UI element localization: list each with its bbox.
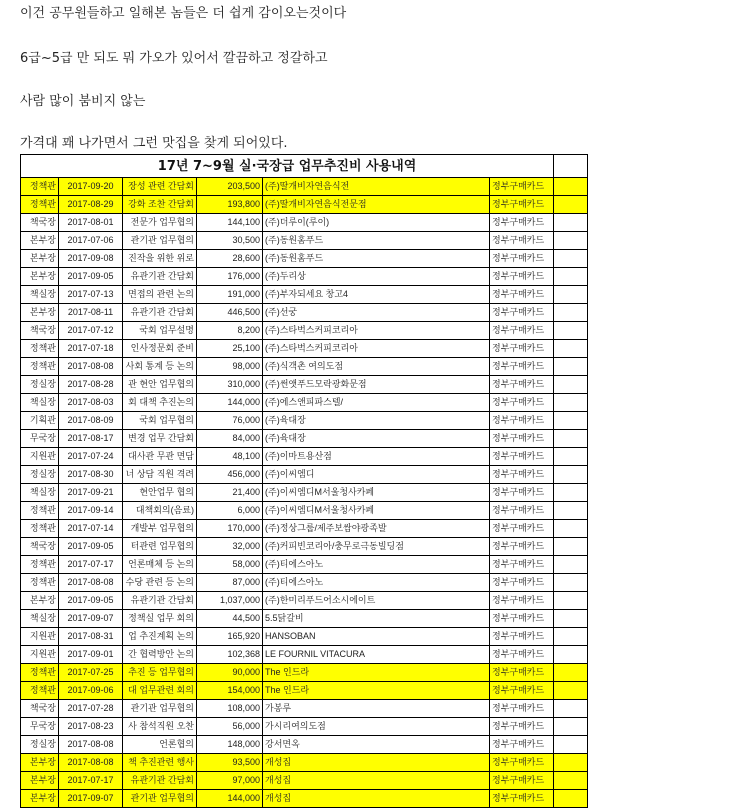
amount-cell: 76,000	[197, 412, 263, 430]
empty-cell	[554, 448, 588, 466]
empty-cell	[554, 664, 588, 682]
empty-cell	[554, 484, 588, 502]
dept-cell: 정책관	[21, 520, 59, 538]
place-cell: (주)두리상	[263, 268, 490, 286]
dept-cell: 무국장	[21, 718, 59, 736]
dept-cell: 정책관	[21, 574, 59, 592]
place-cell: The 인드라	[263, 682, 490, 700]
purpose-cell: 언론협의	[123, 736, 197, 754]
place-cell: HANSOBAN	[263, 628, 490, 646]
table-row	[21, 466, 588, 484]
amount-cell: 30,500	[197, 232, 263, 250]
place-cell: The 인드라	[263, 664, 490, 682]
table-row	[21, 538, 588, 556]
table-row	[21, 664, 588, 682]
payment-cell: 정부구매카드	[490, 664, 554, 682]
empty-cell	[554, 754, 588, 772]
payment-cell: 정부구매카드	[490, 520, 554, 538]
date-cell: 2017-09-05	[59, 592, 123, 610]
dept-cell: 정책관	[21, 502, 59, 520]
date-cell: 2017-08-08	[59, 754, 123, 772]
place-cell: (주)이씨엠디M서울청사카페	[263, 484, 490, 502]
payment-cell: 정부구매카드	[490, 394, 554, 412]
date-cell: 2017-08-08	[59, 574, 123, 592]
table-row	[21, 358, 588, 376]
payment-cell: 정부구매카드	[490, 232, 554, 250]
table-row	[21, 340, 588, 358]
amount-cell: 148,000	[197, 736, 263, 754]
payment-cell: 정부구매카드	[490, 772, 554, 790]
table-title: 17년 7~9월 실·국장급 업무추진비 사용내역	[21, 155, 554, 178]
place-cell: (주)이씨엠디M서울청사카페	[263, 502, 490, 520]
dept-cell: 책국장	[21, 538, 59, 556]
empty-cell	[554, 286, 588, 304]
payment-cell: 정부구매카드	[490, 718, 554, 736]
table-row	[21, 754, 588, 772]
payment-cell: 정부구매카드	[490, 268, 554, 286]
payment-cell: 정부구매카드	[490, 340, 554, 358]
dept-cell: 본부장	[21, 772, 59, 790]
empty-cell	[554, 430, 588, 448]
table-row	[21, 214, 588, 232]
date-cell: 2017-09-01	[59, 646, 123, 664]
table-row	[21, 682, 588, 700]
purpose-cell: 대책회의(음료)	[123, 502, 197, 520]
empty-cell	[554, 790, 588, 808]
date-cell: 2017-07-28	[59, 700, 123, 718]
table-row	[21, 700, 588, 718]
dept-cell: 정실장	[21, 466, 59, 484]
empty-cell	[554, 322, 588, 340]
empty-cell	[554, 520, 588, 538]
dept-cell: 정책관	[21, 340, 59, 358]
amount-cell: 144,000	[197, 394, 263, 412]
empty-cell	[554, 250, 588, 268]
table-row	[21, 178, 588, 196]
place-cell: (주)커피빈코리아/충무로극동빌딩점	[263, 538, 490, 556]
dept-cell: 본부장	[21, 232, 59, 250]
empty-cell	[554, 574, 588, 592]
empty-cell	[554, 592, 588, 610]
purpose-cell: 터관련 업무협의	[123, 538, 197, 556]
empty-cell	[554, 736, 588, 754]
table-row	[21, 592, 588, 610]
amount-cell: 193,800	[197, 196, 263, 214]
amount-cell: 203,500	[197, 178, 263, 196]
amount-cell: 90,000	[197, 664, 263, 682]
dept-cell: 정책관	[21, 664, 59, 682]
place-cell: (주)스타벅스커피코리아	[263, 340, 490, 358]
empty-cell	[554, 466, 588, 484]
table-title-row	[21, 155, 588, 178]
date-cell: 2017-09-07	[59, 610, 123, 628]
date-cell: 2017-09-20	[59, 178, 123, 196]
table-row	[21, 772, 588, 790]
amount-cell: 97,000	[197, 772, 263, 790]
place-cell: 가시리여의도점	[263, 718, 490, 736]
dept-cell: 책실장	[21, 394, 59, 412]
payment-cell: 정부구매카드	[490, 646, 554, 664]
dept-cell: 책국장	[21, 322, 59, 340]
dept-cell: 정책관	[21, 196, 59, 214]
date-cell: 2017-08-11	[59, 304, 123, 322]
payment-cell: 정부구매카드	[490, 448, 554, 466]
dept-cell: 정책관	[21, 556, 59, 574]
table-row	[21, 502, 588, 520]
purpose-cell: 추진 등 업무협의	[123, 664, 197, 682]
amount-cell: 98,000	[197, 358, 263, 376]
place-cell: (주)스타벅스커피코리아	[263, 322, 490, 340]
table-row	[21, 430, 588, 448]
table-row	[21, 646, 588, 664]
empty-cell	[554, 358, 588, 376]
purpose-cell: 장성 관련 간담회	[123, 178, 197, 196]
purpose-cell: 유관기관 간담회	[123, 304, 197, 322]
table-row	[21, 196, 588, 214]
dept-cell: 정책관	[21, 358, 59, 376]
purpose-cell: 유관기관 간담회	[123, 268, 197, 286]
payment-cell: 정부구매카드	[490, 574, 554, 592]
table-row	[21, 610, 588, 628]
comment-line-4: 가격대 꽤 나가면서 그런 맛집을 찾게 되어있다.	[20, 136, 288, 151]
payment-cell: 정부구매카드	[490, 538, 554, 556]
dept-cell: 본부장	[21, 754, 59, 772]
empty-cell	[554, 628, 588, 646]
amount-cell: 48,100	[197, 448, 263, 466]
purpose-cell: 관기관 업무협의	[123, 790, 197, 808]
amount-cell: 456,000	[197, 466, 263, 484]
date-cell: 2017-09-07	[59, 790, 123, 808]
table-row	[21, 520, 588, 538]
table-row	[21, 736, 588, 754]
purpose-cell: 간 협력방안 논의	[123, 646, 197, 664]
amount-cell: 32,000	[197, 538, 263, 556]
dept-cell: 지원관	[21, 628, 59, 646]
payment-cell: 정부구매카드	[490, 484, 554, 502]
payment-cell: 정부구매카드	[490, 286, 554, 304]
purpose-cell: 대 업무관련 회의	[123, 682, 197, 700]
date-cell: 2017-08-30	[59, 466, 123, 484]
dept-cell: 책실장	[21, 610, 59, 628]
payment-cell: 정부구매카드	[490, 196, 554, 214]
place-cell: (주)티에스아노	[263, 556, 490, 574]
table-row	[21, 556, 588, 574]
amount-cell: 6,000	[197, 502, 263, 520]
dept-cell: 본부장	[21, 250, 59, 268]
payment-cell: 정부구매카드	[490, 592, 554, 610]
table-row	[21, 718, 588, 736]
empty-cell	[554, 304, 588, 322]
empty-cell	[554, 700, 588, 718]
payment-cell: 정부구매카드	[490, 214, 554, 232]
place-cell: 개성집	[263, 772, 490, 790]
purpose-cell: 현안업무 협의	[123, 484, 197, 502]
purpose-cell: 사 참석직원 오찬	[123, 718, 197, 736]
amount-cell: 21,400	[197, 484, 263, 502]
purpose-cell: 언론매체 등 논의	[123, 556, 197, 574]
amount-cell: 170,000	[197, 520, 263, 538]
purpose-cell: 수당 관련 등 논의	[123, 574, 197, 592]
dept-cell: 책실장	[21, 286, 59, 304]
dept-cell: 기획관	[21, 412, 59, 430]
amount-cell: 8,200	[197, 322, 263, 340]
amount-cell: 56,000	[197, 718, 263, 736]
payment-cell: 정부구매카드	[490, 412, 554, 430]
amount-cell: 58,000	[197, 556, 263, 574]
place-cell: LE FOURNIL VITACURA	[263, 646, 490, 664]
table-row	[21, 394, 588, 412]
empty-cell	[554, 610, 588, 628]
table-row	[21, 304, 588, 322]
empty-cell	[554, 412, 588, 430]
payment-cell: 정부구매카드	[490, 358, 554, 376]
payment-cell: 정부구매카드	[490, 304, 554, 322]
purpose-cell: 국회 업무협의	[123, 412, 197, 430]
table-row	[21, 574, 588, 592]
place-cell: 개성집	[263, 790, 490, 808]
purpose-cell: 관기관 업무협의	[123, 700, 197, 718]
date-cell: 2017-09-05	[59, 268, 123, 286]
dept-cell: 본부장	[21, 592, 59, 610]
place-cell: (주)에스앤피파스텔/	[263, 394, 490, 412]
empty-cell	[554, 772, 588, 790]
payment-cell: 정부구매카드	[490, 178, 554, 196]
amount-cell: 108,000	[197, 700, 263, 718]
place-cell: (주)동원홈푸드	[263, 250, 490, 268]
purpose-cell: 너 상담 직원 격려	[123, 466, 197, 484]
date-cell: 2017-09-21	[59, 484, 123, 502]
date-cell: 2017-07-14	[59, 520, 123, 538]
date-cell: 2017-08-03	[59, 394, 123, 412]
place-cell: (주)더루이(루이)	[263, 214, 490, 232]
amount-cell: 28,600	[197, 250, 263, 268]
comment-line-2: 6급~5급 만 되도 뭐 가오가 있어서 깔끔하고 정갈하고	[20, 51, 328, 66]
place-cell: 개성집	[263, 754, 490, 772]
place-cell: (주)티에스아노	[263, 574, 490, 592]
empty-cell	[554, 682, 588, 700]
dept-cell: 정실장	[21, 736, 59, 754]
dept-cell: 정책관	[21, 682, 59, 700]
empty-cell	[554, 155, 588, 178]
place-cell: (주)부자되세요 창고4	[263, 286, 490, 304]
empty-cell	[554, 376, 588, 394]
dept-cell: 본부장	[21, 268, 59, 286]
amount-cell: 191,000	[197, 286, 263, 304]
amount-cell: 176,000	[197, 268, 263, 286]
date-cell: 2017-07-24	[59, 448, 123, 466]
amount-cell: 165,920	[197, 628, 263, 646]
table-row	[21, 250, 588, 268]
place-cell: (주)동원홈푸드	[263, 232, 490, 250]
dept-cell: 본부장	[21, 304, 59, 322]
amount-cell: 144,000	[197, 790, 263, 808]
empty-cell	[554, 178, 588, 196]
date-cell: 2017-09-08	[59, 250, 123, 268]
purpose-cell: 관기관 업무협의	[123, 232, 197, 250]
place-cell: (주)이씨엠디	[263, 466, 490, 484]
amount-cell: 154,000	[197, 682, 263, 700]
purpose-cell: 업 추진계획 논의	[123, 628, 197, 646]
date-cell: 2017-08-29	[59, 196, 123, 214]
purpose-cell: 유관기관 간담회	[123, 592, 197, 610]
purpose-cell: 관 현안 업무협의	[123, 376, 197, 394]
place-cell: (주)정상그룹/제주보쌈야광족발	[263, 520, 490, 538]
amount-cell: 25,100	[197, 340, 263, 358]
empty-cell	[554, 196, 588, 214]
purpose-cell: 정책실 업무 회의	[123, 610, 197, 628]
purpose-cell: 면접의 관련 논의	[123, 286, 197, 304]
payment-cell: 정부구매카드	[490, 556, 554, 574]
dept-cell: 책국장	[21, 700, 59, 718]
purpose-cell: 강화 조찬 간담회	[123, 196, 197, 214]
dept-cell: 무국장	[21, 430, 59, 448]
purpose-cell: 회 대책 추진논의	[123, 394, 197, 412]
payment-cell: 정부구매카드	[490, 250, 554, 268]
empty-cell	[554, 340, 588, 358]
place-cell: (주)한미리푸드어소시에이트	[263, 592, 490, 610]
comment-line-3: 사람 많이 붐비지 않는	[20, 94, 146, 109]
purpose-cell: 유관기관 간담회	[123, 772, 197, 790]
payment-cell: 정부구매카드	[490, 790, 554, 808]
date-cell: 2017-09-06	[59, 682, 123, 700]
table-row	[21, 322, 588, 340]
empty-cell	[554, 232, 588, 250]
purpose-cell: 변경 업무 간담회	[123, 430, 197, 448]
date-cell: 2017-08-08	[59, 358, 123, 376]
amount-cell: 87,000	[197, 574, 263, 592]
table-row	[21, 790, 588, 808]
dept-cell: 지원관	[21, 448, 59, 466]
purpose-cell: 인사정문회 준비	[123, 340, 197, 358]
empty-cell	[554, 718, 588, 736]
date-cell: 2017-08-28	[59, 376, 123, 394]
amount-cell: 446,500	[197, 304, 263, 322]
table-row	[21, 232, 588, 250]
empty-cell	[554, 646, 588, 664]
date-cell: 2017-08-09	[59, 412, 123, 430]
amount-cell: 144,100	[197, 214, 263, 232]
place-cell: 5.5닭갈비	[263, 610, 490, 628]
date-cell: 2017-07-25	[59, 664, 123, 682]
date-cell: 2017-08-31	[59, 628, 123, 646]
dept-cell: 지원관	[21, 646, 59, 664]
date-cell: 2017-09-05	[59, 538, 123, 556]
empty-cell	[554, 268, 588, 286]
date-cell: 2017-08-17	[59, 430, 123, 448]
place-cell: 가봉루	[263, 700, 490, 718]
expense-table	[20, 154, 588, 808]
amount-cell: 1,037,000	[197, 592, 263, 610]
payment-cell: 정부구매카드	[490, 700, 554, 718]
payment-cell: 정부구매카드	[490, 502, 554, 520]
empty-cell	[554, 556, 588, 574]
dept-cell: 책국장	[21, 214, 59, 232]
amount-cell: 44,500	[197, 610, 263, 628]
payment-cell: 정부구매카드	[490, 466, 554, 484]
purpose-cell: 진작을 위한 위로	[123, 250, 197, 268]
payment-cell: 정부구매카드	[490, 628, 554, 646]
table-row	[21, 448, 588, 466]
purpose-cell: 전문가 업무협의	[123, 214, 197, 232]
date-cell: 2017-08-08	[59, 736, 123, 754]
place-cell: (주)딸개비자연음식전문점	[263, 196, 490, 214]
place-cell: (주)식객촌 여의도점	[263, 358, 490, 376]
purpose-cell: 대사관 무관 면담	[123, 448, 197, 466]
date-cell: 2017-07-13	[59, 286, 123, 304]
table-row	[21, 628, 588, 646]
place-cell: (주)선궁	[263, 304, 490, 322]
dept-cell: 정실장	[21, 376, 59, 394]
place-cell: 강서면옥	[263, 736, 490, 754]
dept-cell: 책실장	[21, 484, 59, 502]
amount-cell: 102,368	[197, 646, 263, 664]
dept-cell: 본부장	[21, 790, 59, 808]
place-cell: (주)썬앳푸드모락광화문점	[263, 376, 490, 394]
empty-cell	[554, 214, 588, 232]
date-cell: 2017-07-17	[59, 772, 123, 790]
place-cell: (주)이마트용산점	[263, 448, 490, 466]
payment-cell: 정부구매카드	[490, 682, 554, 700]
payment-cell: 정부구매카드	[490, 430, 554, 448]
empty-cell	[554, 394, 588, 412]
empty-cell	[554, 538, 588, 556]
purpose-cell: 책 추진관련 행사	[123, 754, 197, 772]
date-cell: 2017-07-18	[59, 340, 123, 358]
payment-cell: 정부구매카드	[490, 376, 554, 394]
empty-cell	[554, 502, 588, 520]
amount-cell: 84,000	[197, 430, 263, 448]
date-cell: 2017-07-12	[59, 322, 123, 340]
table-row	[21, 412, 588, 430]
amount-cell: 93,500	[197, 754, 263, 772]
dept-cell: 정책관	[21, 178, 59, 196]
purpose-cell: 사회 통계 등 논의	[123, 358, 197, 376]
place-cell: (주)육대장	[263, 430, 490, 448]
purpose-cell: 국회 업무설명	[123, 322, 197, 340]
date-cell: 2017-07-06	[59, 232, 123, 250]
place-cell: (주)딸개비자연음식전	[263, 178, 490, 196]
amount-cell: 310,000	[197, 376, 263, 394]
date-cell: 2017-07-17	[59, 556, 123, 574]
table-row	[21, 268, 588, 286]
payment-cell: 정부구매카드	[490, 322, 554, 340]
date-cell: 2017-08-01	[59, 214, 123, 232]
payment-cell: 정부구매카드	[490, 610, 554, 628]
payment-cell: 정부구매카드	[490, 754, 554, 772]
place-cell: (주)육대장	[263, 412, 490, 430]
comment-line-1: 이건 공무원들하고 일해본 놈들은 더 쉽게 감이오는것이다	[20, 6, 347, 21]
date-cell: 2017-09-14	[59, 502, 123, 520]
payment-cell: 정부구매카드	[490, 736, 554, 754]
date-cell: 2017-08-23	[59, 718, 123, 736]
table-row	[21, 376, 588, 394]
table-row	[21, 286, 588, 304]
table-row	[21, 484, 588, 502]
purpose-cell: 개발부 업무협의	[123, 520, 197, 538]
